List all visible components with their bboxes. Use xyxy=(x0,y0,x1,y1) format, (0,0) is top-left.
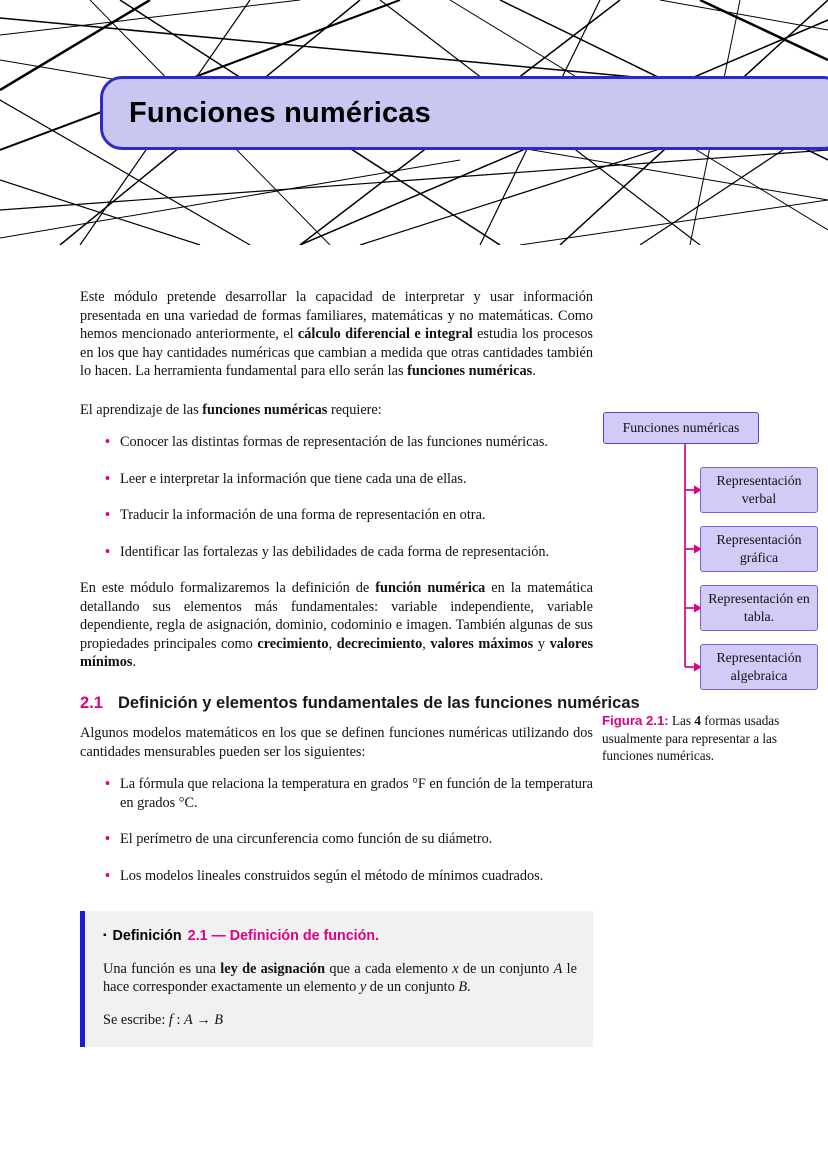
chapter-banner xyxy=(100,76,828,150)
diagram-node-tabla: Representación en tabla. xyxy=(700,585,818,631)
intro-paragraph-3: En este módulo formalizaremos la definición de función numérica en la matemática detallando sus elementos más fundamentales: variable independiente, variable dependiente, regla de asignación, dominio, codominio e imagen. También algunas de sus propiedades principales como crecimiento, decrecimiento, valores máximos y valores mínimos. xyxy=(80,580,594,670)
list-item xyxy=(105,867,593,886)
intro-paragraph-1: Este módulo pretende desarrollar la capacidad de interpretar y usar información presentada en una variedad de formas familiares, matemáticas y no matemáticas. Como hemos mencionado anteriormente, el cálculo diferencial e integral estudia los procesos en los que hay cantidades numéricas que cambian a medida que otras cantidades también lo hacen. La herramienta fundamental para ello serán las funciones numéricas. xyxy=(80,289,593,379)
main-text-column xyxy=(80,288,640,1047)
section-heading xyxy=(80,693,640,713)
definition-box xyxy=(80,911,593,1047)
list-item-text: El perímetro de una circunferencia como función de su diámetro. xyxy=(120,831,493,847)
definition-heading: 2.1 — Definición de función. xyxy=(187,928,380,944)
square-marker-icon: ▪ xyxy=(103,930,107,941)
diagram-node-algebraica: Representación algebraica xyxy=(700,644,818,690)
definition-formula: Se escribe: f : A → B xyxy=(103,1011,223,1028)
list-item-text: Conocer las distintas formas de representación de las funciones numéricas. xyxy=(120,434,548,450)
bullet-icon: • xyxy=(105,434,111,450)
bullet-icon: • xyxy=(105,470,111,487)
bullet-icon: • xyxy=(105,831,111,847)
section-paragraph: Algunos modelos matemáticos en los que se definen funciones numéricas utilizando dos cantidades mensurables pueden ser los siguientes: xyxy=(80,725,593,760)
chapter-title: Funciones numéricas xyxy=(129,96,431,129)
diagram-root-node: Funciones numéricas xyxy=(603,412,759,444)
section-title: Definición y elementos fundamentales de las funciones numéricas xyxy=(117,693,640,712)
list-item xyxy=(105,506,593,525)
list-item-text: Leer e interpretar la información que tiene cada una de ellas. xyxy=(120,470,467,487)
bullet-icon: • xyxy=(105,776,111,792)
list-item-text: La fórmula que relaciona la temperatura en grados °F en función de la temperatura en grados °C. xyxy=(120,776,593,811)
diagram-node-verbal: Representación verbal xyxy=(700,467,818,513)
requirements-list xyxy=(80,433,593,561)
list-item xyxy=(105,543,593,562)
definition-label: Definición xyxy=(112,928,182,944)
definition-title xyxy=(103,927,577,946)
intro-paragraph-2: El aprendizaje de las funciones numéricas requiere: xyxy=(80,401,382,418)
list-item xyxy=(105,830,593,849)
bullet-icon: • xyxy=(105,543,111,560)
bullet-icon: • xyxy=(105,507,111,523)
list-item-text: Traducir la información de una forma de representación en otra. xyxy=(120,507,486,523)
figure-caption: Figura 2.1: Las 4 formas usadas usualmente para representar a las funciones numéricas. xyxy=(602,713,780,763)
examples-list xyxy=(80,775,593,885)
bullet-icon: • xyxy=(105,867,111,884)
definition-body: Una función es una ley de asignación que a cada elemento x de un conjunto A le hace corresponder exactamente un elemento y de un conjunto B. xyxy=(103,960,577,995)
diagram-node-grafica: Representación gráfica xyxy=(700,526,818,572)
list-item xyxy=(105,470,593,489)
list-item-text: Los modelos lineales construidos según el método de mínimos cuadrados. xyxy=(120,867,544,884)
list-item-text: Identificar las fortalezas y las debilidades de cada forma de representación. xyxy=(120,543,550,560)
figure-2-1 xyxy=(602,412,818,832)
section-number: 2.1 xyxy=(80,693,103,712)
list-item xyxy=(105,433,593,452)
list-item xyxy=(105,775,593,812)
